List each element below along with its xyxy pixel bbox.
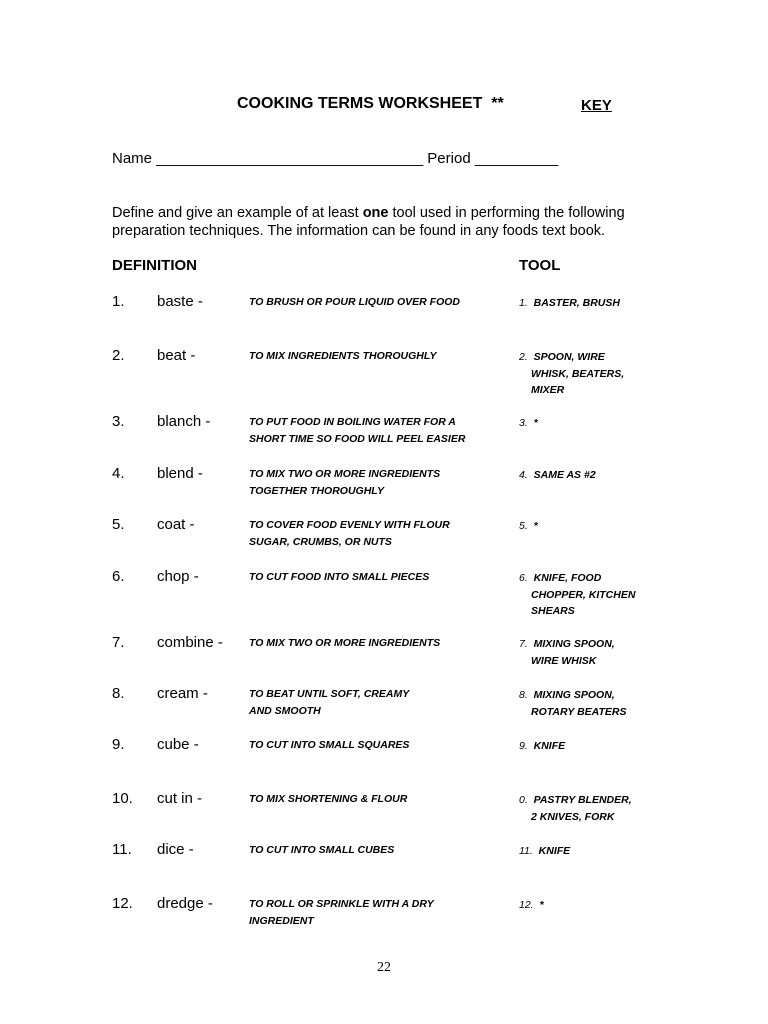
tool-number: 2. xyxy=(519,351,528,363)
tool-text: MIXING SPOON, xyxy=(533,638,615,650)
instructions-text-after: tool used in performing the following xyxy=(388,205,625,221)
tool-line xyxy=(519,843,570,860)
tool-number: 7. xyxy=(519,638,528,650)
definition-line: TO PUT FOOD IN BOILING WATER FOR A xyxy=(249,416,456,428)
tool-number: 5. xyxy=(519,520,528,532)
item-number: 3. xyxy=(112,413,125,430)
tool-line: WHISK, BEATERS, xyxy=(531,367,625,380)
item-tool xyxy=(519,415,538,432)
item-number: 8. xyxy=(112,685,125,702)
definition-line: TO MIX INGREDIENTS THOROUGHLY xyxy=(249,350,437,362)
tool-line xyxy=(519,415,538,432)
tool-line: 2 KNIVES, FORK xyxy=(531,810,615,823)
item-term: blanch - xyxy=(157,413,211,430)
tool-line: MIXER xyxy=(531,384,565,396)
instructions-text-before: Define and give an example of at least xyxy=(112,205,363,221)
definition-line: SHORT TIME SO FOOD WILL PEEL EASIER xyxy=(249,433,466,445)
tool-number: 0. xyxy=(519,794,528,806)
definition-line: TO CUT INTO SMALL SQUARES xyxy=(249,739,410,751)
item-tool xyxy=(519,738,565,755)
item-definition xyxy=(249,686,409,720)
tool-line xyxy=(519,349,624,366)
item-term: dredge - xyxy=(157,895,213,912)
item-tool xyxy=(519,687,626,720)
tool-number: 3. xyxy=(519,417,528,429)
item-number: 10. xyxy=(112,790,133,807)
item-definition xyxy=(249,791,407,808)
tool-text: * xyxy=(533,520,538,532)
tool-line: CHOPPER, KITCHEN xyxy=(531,588,636,601)
item-definition xyxy=(249,842,394,859)
item-term: beat - xyxy=(157,347,196,364)
item-definition xyxy=(249,569,429,586)
item-definition xyxy=(249,466,440,500)
definition-line: TO BRUSH OR POUR LIQUID OVER FOOD xyxy=(249,296,460,308)
item-tool xyxy=(519,570,635,620)
item-tool xyxy=(519,843,570,860)
tool-number: 12. xyxy=(519,899,534,911)
item-definition xyxy=(249,348,436,365)
tool-number: 1. xyxy=(519,297,528,309)
name-period-line: Name ________________________________ Period __________ xyxy=(112,150,559,167)
item-tool xyxy=(519,349,624,399)
item-definition xyxy=(249,896,434,930)
instructions-line-2: preparation techniques. The information can be found in any foods text book. xyxy=(112,222,606,239)
item-term: blend - xyxy=(157,465,203,482)
definition-line: TOGETHER THOROUGHLY xyxy=(249,485,384,497)
item-number: 5. xyxy=(112,516,125,533)
tool-line: ROTARY BEATERS xyxy=(531,705,627,718)
tool-text: MIXING SPOON, xyxy=(533,689,615,701)
item-term: coat - xyxy=(157,516,195,533)
tool-line xyxy=(519,518,538,535)
key-label: KEY xyxy=(581,97,612,114)
item-tool xyxy=(519,897,544,914)
instructions xyxy=(112,205,625,240)
item-tool xyxy=(519,518,538,535)
item-term: dice - xyxy=(157,841,194,858)
tool-text: BASTER, BRUSH xyxy=(533,297,620,309)
item-term: chop - xyxy=(157,568,199,585)
tool-column-header: TOOL xyxy=(519,257,561,274)
definition-line: TO COVER FOOD EVENLY WITH FLOUR xyxy=(249,519,450,531)
item-tool xyxy=(519,467,596,484)
tool-line xyxy=(519,467,596,484)
item-number: 1. xyxy=(112,293,125,310)
item-term: cube - xyxy=(157,736,199,753)
tool-line: SHEARS xyxy=(531,605,575,617)
tool-number: 11. xyxy=(519,845,533,857)
tool-number: 4. xyxy=(519,469,528,481)
item-definition xyxy=(249,414,465,448)
tool-text: KNIFE, FOOD xyxy=(533,572,602,584)
item-definition xyxy=(249,294,460,311)
item-term: combine - xyxy=(157,634,223,651)
item-definition xyxy=(249,635,440,652)
item-number: 4. xyxy=(112,465,125,482)
item-tool xyxy=(519,295,620,312)
item-number: 11. xyxy=(112,841,132,858)
definition-line: TO MIX SHORTENING & FLOUR xyxy=(249,793,408,805)
tool-text: PASTRY BLENDER, xyxy=(533,794,632,806)
instructions-line-1 xyxy=(112,205,625,223)
tool-line xyxy=(519,738,565,755)
item-number: 6. xyxy=(112,568,125,585)
item-term: baste - xyxy=(157,293,203,310)
tool-number: 6. xyxy=(519,572,528,584)
item-definition xyxy=(249,737,409,754)
item-tool xyxy=(519,636,615,669)
definition-line: TO CUT INTO SMALL CUBES xyxy=(249,844,395,856)
definition-line: TO MIX TWO OR MORE INGREDIENTS xyxy=(249,637,441,649)
definition-line: SUGAR, CRUMBS, OR NUTS xyxy=(249,536,392,548)
tool-line xyxy=(519,897,544,914)
definition-line: INGREDIENT xyxy=(249,915,314,927)
tool-text: * xyxy=(539,899,544,911)
tool-line xyxy=(519,792,632,809)
item-number: 9. xyxy=(112,736,125,753)
tool-line: WIRE WHISK xyxy=(531,654,597,667)
tool-text: SPOON, WIRE xyxy=(533,351,605,363)
definition-line: TO BEAT UNTIL SOFT, CREAMY xyxy=(249,688,410,700)
item-tool xyxy=(519,792,632,825)
tool-line xyxy=(519,687,626,704)
definition-column-header: DEFINITION xyxy=(112,257,197,274)
definition-line: AND SMOOTH xyxy=(249,705,321,717)
item-number: 12. xyxy=(112,895,133,912)
worksheet-title: COOKING TERMS WORKSHEET ** xyxy=(237,95,504,112)
tool-text: KNIFE xyxy=(533,740,566,752)
tool-text: SAME AS #2 xyxy=(533,469,596,481)
tool-line xyxy=(519,636,615,653)
page-number: 22 xyxy=(377,960,391,975)
tool-number: 8. xyxy=(519,689,528,701)
item-term: cream - xyxy=(157,685,208,702)
item-number: 2. xyxy=(112,347,125,364)
tool-number: 9. xyxy=(519,740,528,752)
tool-text: * xyxy=(533,417,538,429)
definition-line: TO ROLL OR SPRINKLE WITH A DRY xyxy=(249,898,434,910)
instructions-bold-word: one xyxy=(362,205,389,221)
tool-line xyxy=(519,295,620,312)
tool-text: KNIFE xyxy=(538,845,571,857)
tool-line xyxy=(519,570,635,587)
definition-line: TO CUT FOOD INTO SMALL PIECES xyxy=(249,571,430,583)
item-definition xyxy=(249,517,450,551)
definition-line: TO MIX TWO OR MORE INGREDIENTS xyxy=(249,468,441,480)
item-term: cut in - xyxy=(157,790,203,807)
item-number: 7. xyxy=(112,634,125,651)
